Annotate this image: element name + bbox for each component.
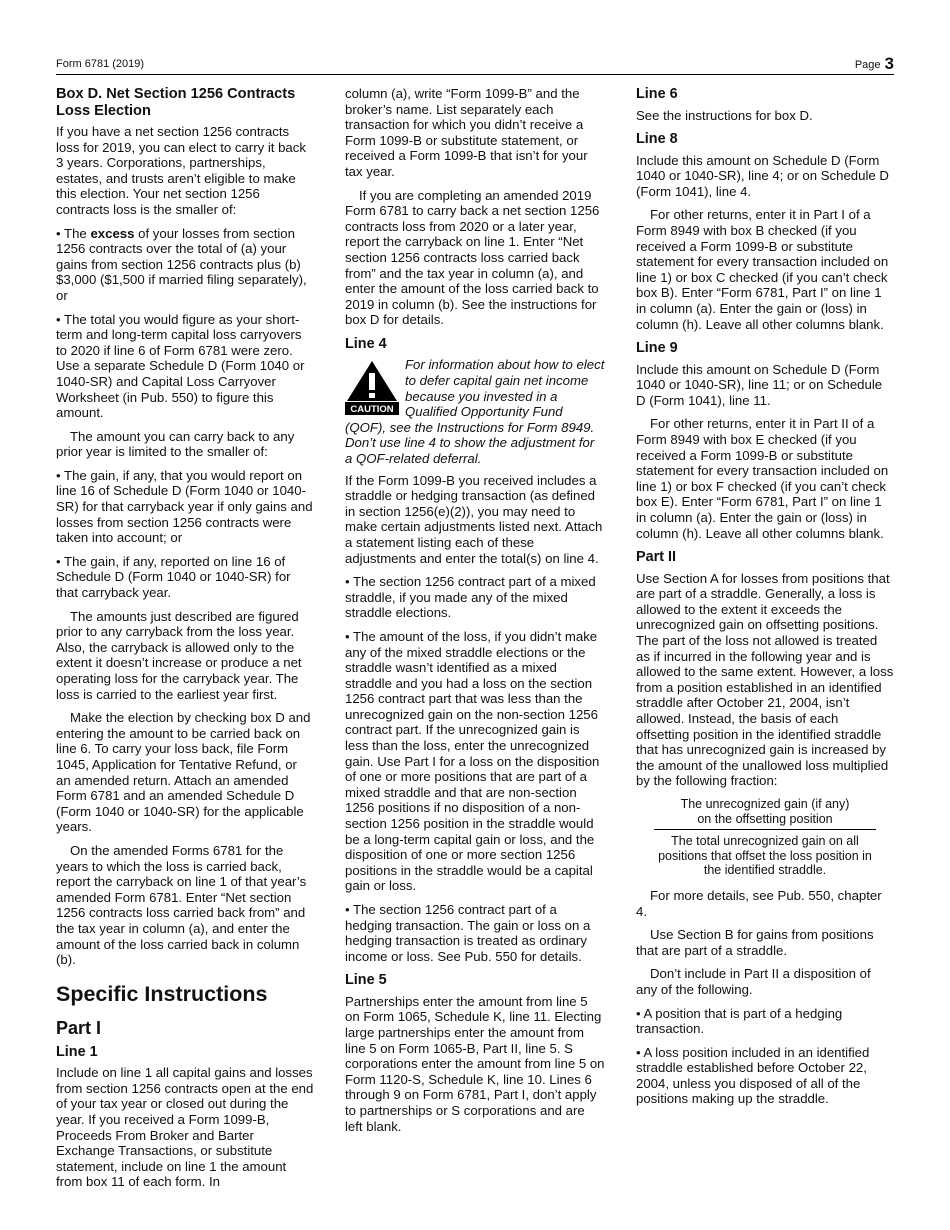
line-4-heading: Line 4: [345, 335, 387, 352]
page-label: Page: [854, 59, 881, 71]
paragraph: If the Form 1099-B you received includes a straddle or hedging transaction (as defined in section 1256(e)(2)), you may need to make certain adjustments listed next. Attach a statement listing each of these adjustments and enter the total(s) on line 4.: [345, 472, 603, 566]
bullet-item: • The total you would figure as your short-term and long-term capital loss carryovers to 2020 if line 6 of Form 6781 were zero. Use a separate Schedule D (Form 1040 or 1040-SR) and Capital Loss Carryover Worksheet (in Pub. 550) to figure this amount.: [56, 311, 305, 421]
column-3: [636, 86, 894, 1115]
bold-term: excess: [90, 225, 135, 241]
caution-icon: [345, 359, 399, 415]
page-number: 3: [884, 54, 894, 73]
paragraph: If you are completing an amended 2019 Form 6781 to carry back a net section 1256 contracts loss from 2020 or a later year, report the carryback on line 1. Enter “Net section 1256 contracts loss carried back from” and the tax year in column (a), and enter the amount of the loss carried back to 2019 in column (b). See the instructions for box D for details.: [345, 187, 600, 328]
bullet-item: • The section 1256 contract part of a mixed straddle, if you made any of the mixed straddle elections.: [345, 574, 596, 621]
line-1-heading: Line 1: [56, 1043, 98, 1060]
bullet-item: [56, 226, 314, 304]
fraction: [636, 797, 894, 878]
bullet-prefix: • The: [56, 225, 91, 241]
paragraph: column (a), write “Form 1099-B” and the broker’s name. List separately each transaction for which you didn’t receive a Form 1099-B or substitute statement, or received a Form 1099-B that isn’t for your tax year.: [345, 86, 588, 179]
bullet-item: • The gain, if any, that you would report on line 16 of Schedule D (Form 1040 or 1040-SR) for that carryback year if only gains and losses from section 1256 contracts were taken into account; or: [56, 467, 313, 546]
paragraph: Use Section A for losses from positions that are part of a straddle. Generally, a loss is allowed to the extent it exceeds the unrecognized gain on offsetting positions. The part of the loss not allowed is treated as if incurred in the following year and is allowed to the same extent. However, a loss from a position established in an identified straddle after October 21, 2004, isn’t allowed. Instead, the basis of each offsetting position in the identified straddle that has unrecognized gain is increased by the amount of the unallowed loss multiplied by the following fraction:: [636, 570, 894, 789]
fraction-denominator: The total unrecognized gain on all positions that offset the loss position in the identified straddle.: [658, 834, 872, 878]
line-6-heading: Line 6: [636, 86, 678, 102]
bullet-item: • The gain, if any, reported on line 16 of Schedule D (Form 1040 or 1040-SR) for that carryback year.: [56, 553, 291, 601]
paragraph: Don’t include in Part II a disposition of any of the following.: [636, 966, 871, 997]
bullet-item: • A position that is part of a hedging transaction.: [636, 1005, 843, 1037]
specific-instructions-heading: Specific Instructions: [56, 981, 268, 1006]
line-9-heading: Line 9: [636, 340, 678, 357]
line-8-heading: Line 8: [636, 131, 678, 148]
bullet-item: • The section 1256 contract part of a hedging transaction. The gain or loss on a hedging transaction is treated as ordinary income or loss. See Pub. 550 for details.: [345, 902, 591, 964]
form-name: Form 6781 (2019): [56, 58, 145, 70]
paragraph: Include this amount on Schedule D (Form 1040 or 1040-SR), line 11; or on Schedule D (Form 1041), line 11.: [636, 361, 883, 408]
page-header: [56, 54, 894, 75]
paragraph: For other returns, enter it in Part II of a Form 8949 with box E checked (if you received a Form 1099-B or substitute statement for every transaction included on line 1) or box F checked (if you can’t check box E). Enter “Form 6781, Part I” on line 1 in column (a). Enter the gain or (loss) in column (h). Leave all other columns blank.: [636, 416, 889, 541]
column-1: [56, 86, 314, 1198]
page-indicator: [855, 54, 894, 74]
paragraph: For other returns, enter it in Part I of a Form 8949 with box B checked (if you received a Form 1099-B or substitute statement for every transaction included on line 1) or box C checked (if you can’t check box B). Enter “Form 6781, Part I” on line 1 in column (a). Enter the gain or (loss) in column (h). Leave all other columns blank.: [636, 207, 889, 332]
part-1-heading: Part I: [56, 1017, 102, 1038]
paragraph: If you have a net section 1256 contracts loss for 2019, you can elect to carry it back 3 years. Corporations, partnerships, estates, and trusts aren’t eligible to make this election. Your net section 1256 contracts loss is the smaller of:: [56, 124, 306, 217]
paragraph: For more details, see Pub. 550, chapter 4.: [636, 887, 882, 919]
paragraph: Use Section B for gains from positions that are part of a straddle.: [636, 927, 874, 958]
paragraph: Include this amount on Schedule D (Form 1040 or 1040-SR), line 4; or on Schedule D (Form 1041), line 4.: [636, 152, 889, 199]
paragraph: Make the election by checking box D and entering the amount to be carried back on line 6. To carry your loss back, file Form 1045, Application for Tentative Refund, or an amended return. Attach an amended Form 6781 and an amended Schedule D (Form 1040 or 1040-SR) for the applicable years.: [56, 710, 311, 835]
paragraph: The amount you can carry back to any prior year is limited to the smaller of:: [56, 428, 295, 460]
paragraph: Partnerships enter the amount from line 5 on Form 1065, Schedule K, line 11. Electing large partnerships enter the amount from line 5 on Form 1065-B, Part II, line 5. S corporations enter the amount from line 5 on Form 1120-S, Schedule K, line 10. Lines 6 through 9 on Form 6781, Part I, don’t apply to partnerships or S corporations and are left blank.: [345, 993, 605, 1134]
paragraph: On the amended Forms 6781 for the years to which the loss is carried back, report the carryback on line 1 of that year’s amended Form 6781. Enter “Net section 1256 contracts loss carried back from” and the tax year in column (a), and enter the amount of the loss carried back in column (b).: [56, 842, 307, 968]
paragraph: See the instructions for box D.: [636, 107, 813, 123]
bullet-item: • A loss position included in an identified straddle established before October 22, 2004, unless you disposed of all of the positions making up the straddle.: [636, 1044, 870, 1107]
column-2: [345, 86, 605, 1142]
line-5-heading: Line 5: [345, 972, 387, 989]
caution-label: CAUTION: [350, 404, 394, 416]
bullet-text: of your losses from section 1256 contracts over the total of (a) your gains from section 1256 contracts plus (b) $3,000 ($1,500 if married filing separately), or: [56, 225, 307, 303]
bullet-item: • The amount of the loss, if you didn’t make any of the mixed straddle elections or the straddle wasn’t identified as a mixed straddle and you had a loss on the section 1256 contract part that was less than the unrecognized gain on the non-section 1256 contract part. If the unrecognized gain is less than the loss, enter the unrecognized gain. Use Part I for a loss on the disposition of one or more positions that are part of a mixed straddle and that are non-section 1256 positions if no disposition of a non-section 1256 position in the straddle would be a long-term capital gain or loss, and the disposition of one or more section 1256 positions in the straddle would be a capital gain or loss.: [345, 628, 600, 894]
box-d-heading: Box D. Net Section 1256 Contracts Loss Election: [56, 86, 296, 119]
fraction-numerator: The unrecognized gain (if any) on the offsetting position: [654, 797, 876, 830]
paragraph: The amounts just described are figured prior to any carryback from the loss year. Also, the carryback is allowed only to the extent it doesn’t increase or produce a net operating loss for the carryback year. The loss is carried to the earliest year first.: [56, 608, 302, 702]
part-2-heading: Part II: [636, 549, 676, 566]
caution-text: For information about how to elect to defer capital gain net income because you invested in a Qualified Opportunity Fund (QOF), see the Instructions for Form 8949. Don’t use line 4 to show the adjustment for a QOF-related deferral.: [345, 357, 605, 466]
paragraph: Include on line 1 all capital gains and losses from section 1256 contracts open at the end of your tax year or closed out during the year. If you received a Form 1099-B, Proceeds From Broker and Barter Exchange Transactions, or substitute statement, include on line 1 the amount from box 11 of each form. In: [56, 1065, 314, 1190]
caution-notice: [345, 357, 605, 466]
